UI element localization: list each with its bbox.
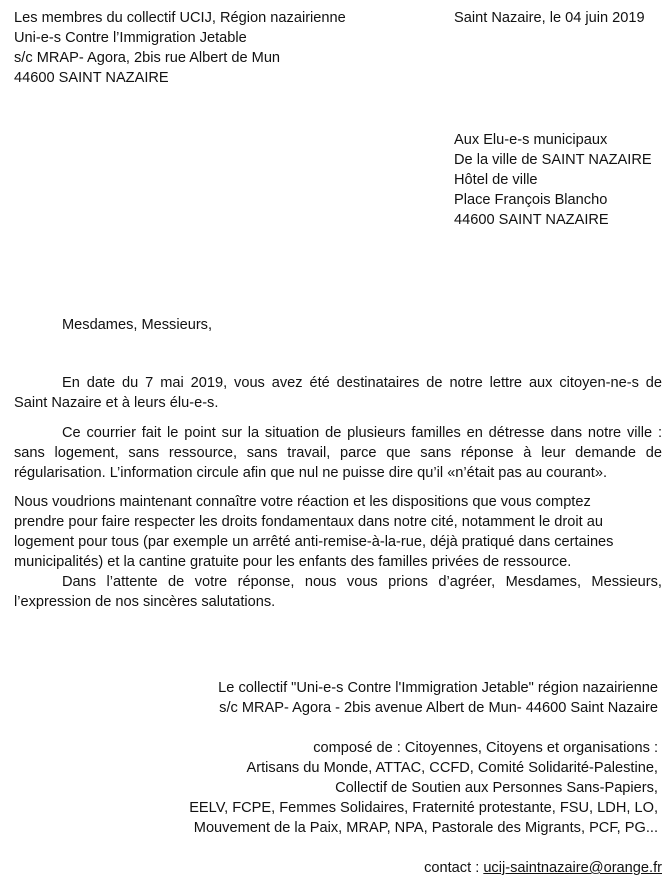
paragraph-line: municipalités) et la cantine gratuite pour les enfants des familles privées de ressource. [14, 554, 572, 570]
sender-line: Uni-e-s Contre l’Immigration Jetable [14, 30, 247, 46]
paragraph-line: Dans l’attente de votre réponse, nous vous prions d’agréer, Mesdames, Messieurs, [62, 574, 662, 590]
paragraph-line: sans logement, sans ressource, sans travail, parce que sans réponse à leur demande de [14, 445, 662, 461]
members-list [189, 738, 658, 838]
paragraph-line: Saint Nazaire et à leurs élu-e-s. [14, 395, 219, 411]
paragraph-line: En date du 7 mai 2019, vous avez été destinataires de notre lettre aux citoyen-ne-s de [62, 375, 662, 391]
recipient-line: Hôtel de ville [454, 172, 538, 188]
paragraph-3 [14, 492, 662, 572]
paragraph-line: prendre pour faire respecter les droits fondamentaux dans notre cité, notamment le droit au [14, 514, 603, 530]
recipient-address [454, 130, 652, 230]
salutation: Mesdames, Messieurs, [62, 317, 213, 333]
recipient-line: 44600 SAINT NAZAIRE [454, 212, 609, 228]
paragraph-2 [14, 423, 662, 483]
members-line: Mouvement de la Paix, MRAP, NPA, Pastorale des Migrants, PCF, PG... [193, 820, 658, 836]
paragraph-1 [14, 373, 662, 413]
members-line: Artisans du Monde, ATTAC, CCFD, Comité Solidarité-Palestine, [246, 760, 658, 776]
sender-line: 44600 SAINT NAZAIRE [14, 70, 169, 86]
paragraph-line: l’expression de nos sincères salutations. [14, 594, 276, 610]
members-line: EELV, FCPE, Femmes Solidaires, Fraternité protestante, FSU, LDH, LO, [189, 800, 658, 816]
paragraph-line: régularisation. L’information circule afin que nul ne puisse dire qu’il «n’était pas au courant». [14, 465, 608, 481]
letter-date: Saint Nazaire, le 04 juin 2019 [454, 10, 645, 26]
signature-line: Le collectif "Uni-e-s Contre l'Immigration Jetable" région nazairienne [218, 680, 658, 696]
members-line: Collectif de Soutien aux Personnes Sans-Papiers, [335, 780, 658, 796]
paragraph-line: Ce courrier fait le point sur la situation de plusieurs familles en détresse dans notre ville : [62, 425, 662, 441]
contact-email-link[interactable]: ucij-saintnazaire@orange.fr [483, 860, 662, 876]
signature-block [218, 678, 658, 718]
sender-address [14, 8, 346, 88]
members-line: composé de : Citoyennes, Citoyens et organisations : [313, 740, 658, 756]
contact-line [424, 858, 662, 878]
paragraph-closing [14, 572, 662, 612]
contact-label: contact : [424, 860, 484, 876]
sender-line: s/c MRAP- Agora, 2bis rue Albert de Mun [14, 50, 281, 66]
recipient-line: Place François Blancho [454, 192, 608, 208]
paragraph-line: logement pour tous (par exemple un arrêté anti-remise-à-la-rue, déjà pratiqué dans certaines [14, 534, 614, 550]
recipient-line: De la ville de SAINT NAZAIRE [454, 152, 652, 168]
sender-line: Les membres du collectif UCIJ, Région nazairienne [14, 10, 346, 26]
paragraph-line: Nous voudrions maintenant connaître votre réaction et les dispositions que vous comptez [14, 494, 591, 510]
recipient-line: Aux Elu-e-s municipaux [454, 132, 608, 148]
signature-line: s/c MRAP- Agora - 2bis avenue Albert de Mun- 44600 Saint Nazaire [219, 700, 658, 716]
